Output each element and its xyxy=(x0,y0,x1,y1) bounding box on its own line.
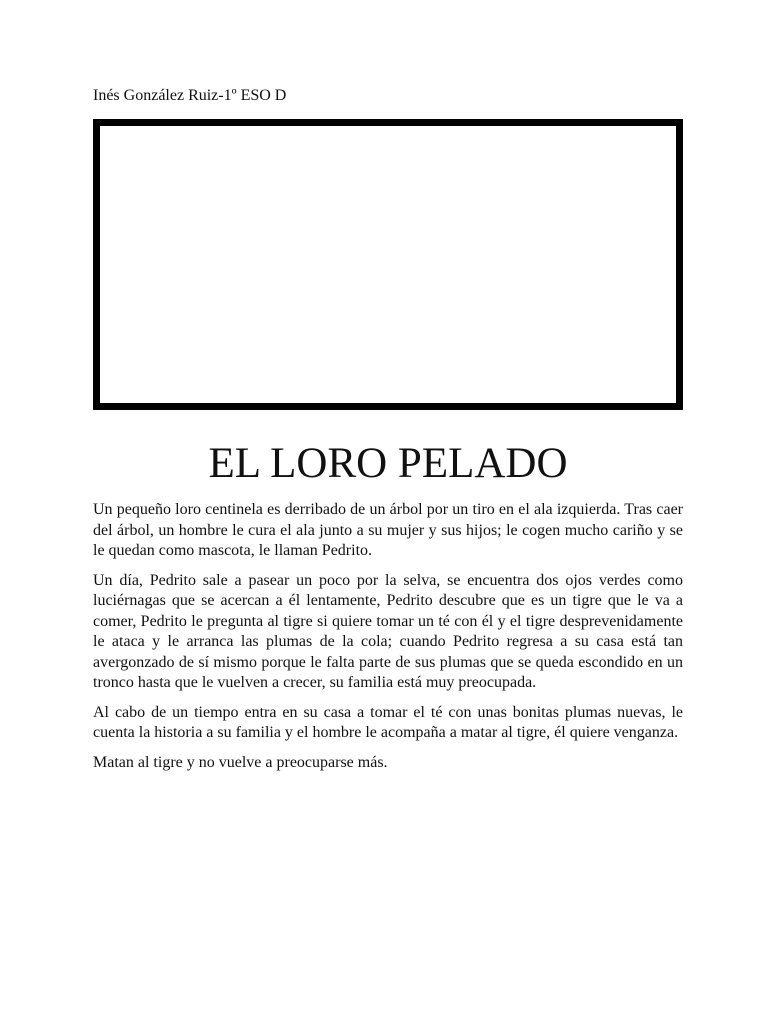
paragraph-2: Un día, Pedrito sale a pasear un poco por la selva, se encuentra dos ojos verdes como luciérnagas que se acercan a él lentamente, Pedrito descubre que es un tigre que le va a comer, Pedrito le pregunta al tigre si quiere tomar un té con él y el tigre desprevenidamente le ataca y le arranca las plumas de la cola; cuando Pedrito regresa a su casa está tan avergonzado de sí mismo porque le falta parte de sus plumas que se queda escondido en un tronco hasta que le vuelven a crecer, su familia está muy preocupada. xyxy=(93,571,683,691)
document-title: EL LORO PELADO xyxy=(208,440,568,487)
story-body xyxy=(93,500,683,782)
paragraph-3: Al cabo de un tiempo entra en su casa a tomar el té con unas bonitas plumas nuevas, le cuenta la historia a su familia y el hombre le acompaña a matar al tigre, él quiere venganza. xyxy=(93,703,683,741)
paragraph-1: Un pequeño loro centinela es derribado de un árbol por un tiro en el ala izquierda. Tras caer del árbol, un hombre le cura el ala junto a su mujer y sus hijos; le cogen mucho cariño y se le quedan como mascota, le llaman Pedrito. xyxy=(93,501,683,559)
paragraph-4: Matan al tigre y no vuelve a preocuparse más. xyxy=(93,753,388,771)
author-line: Inés González Ruiz-1º ESO D xyxy=(93,87,287,104)
empty-image-frame xyxy=(93,119,683,410)
